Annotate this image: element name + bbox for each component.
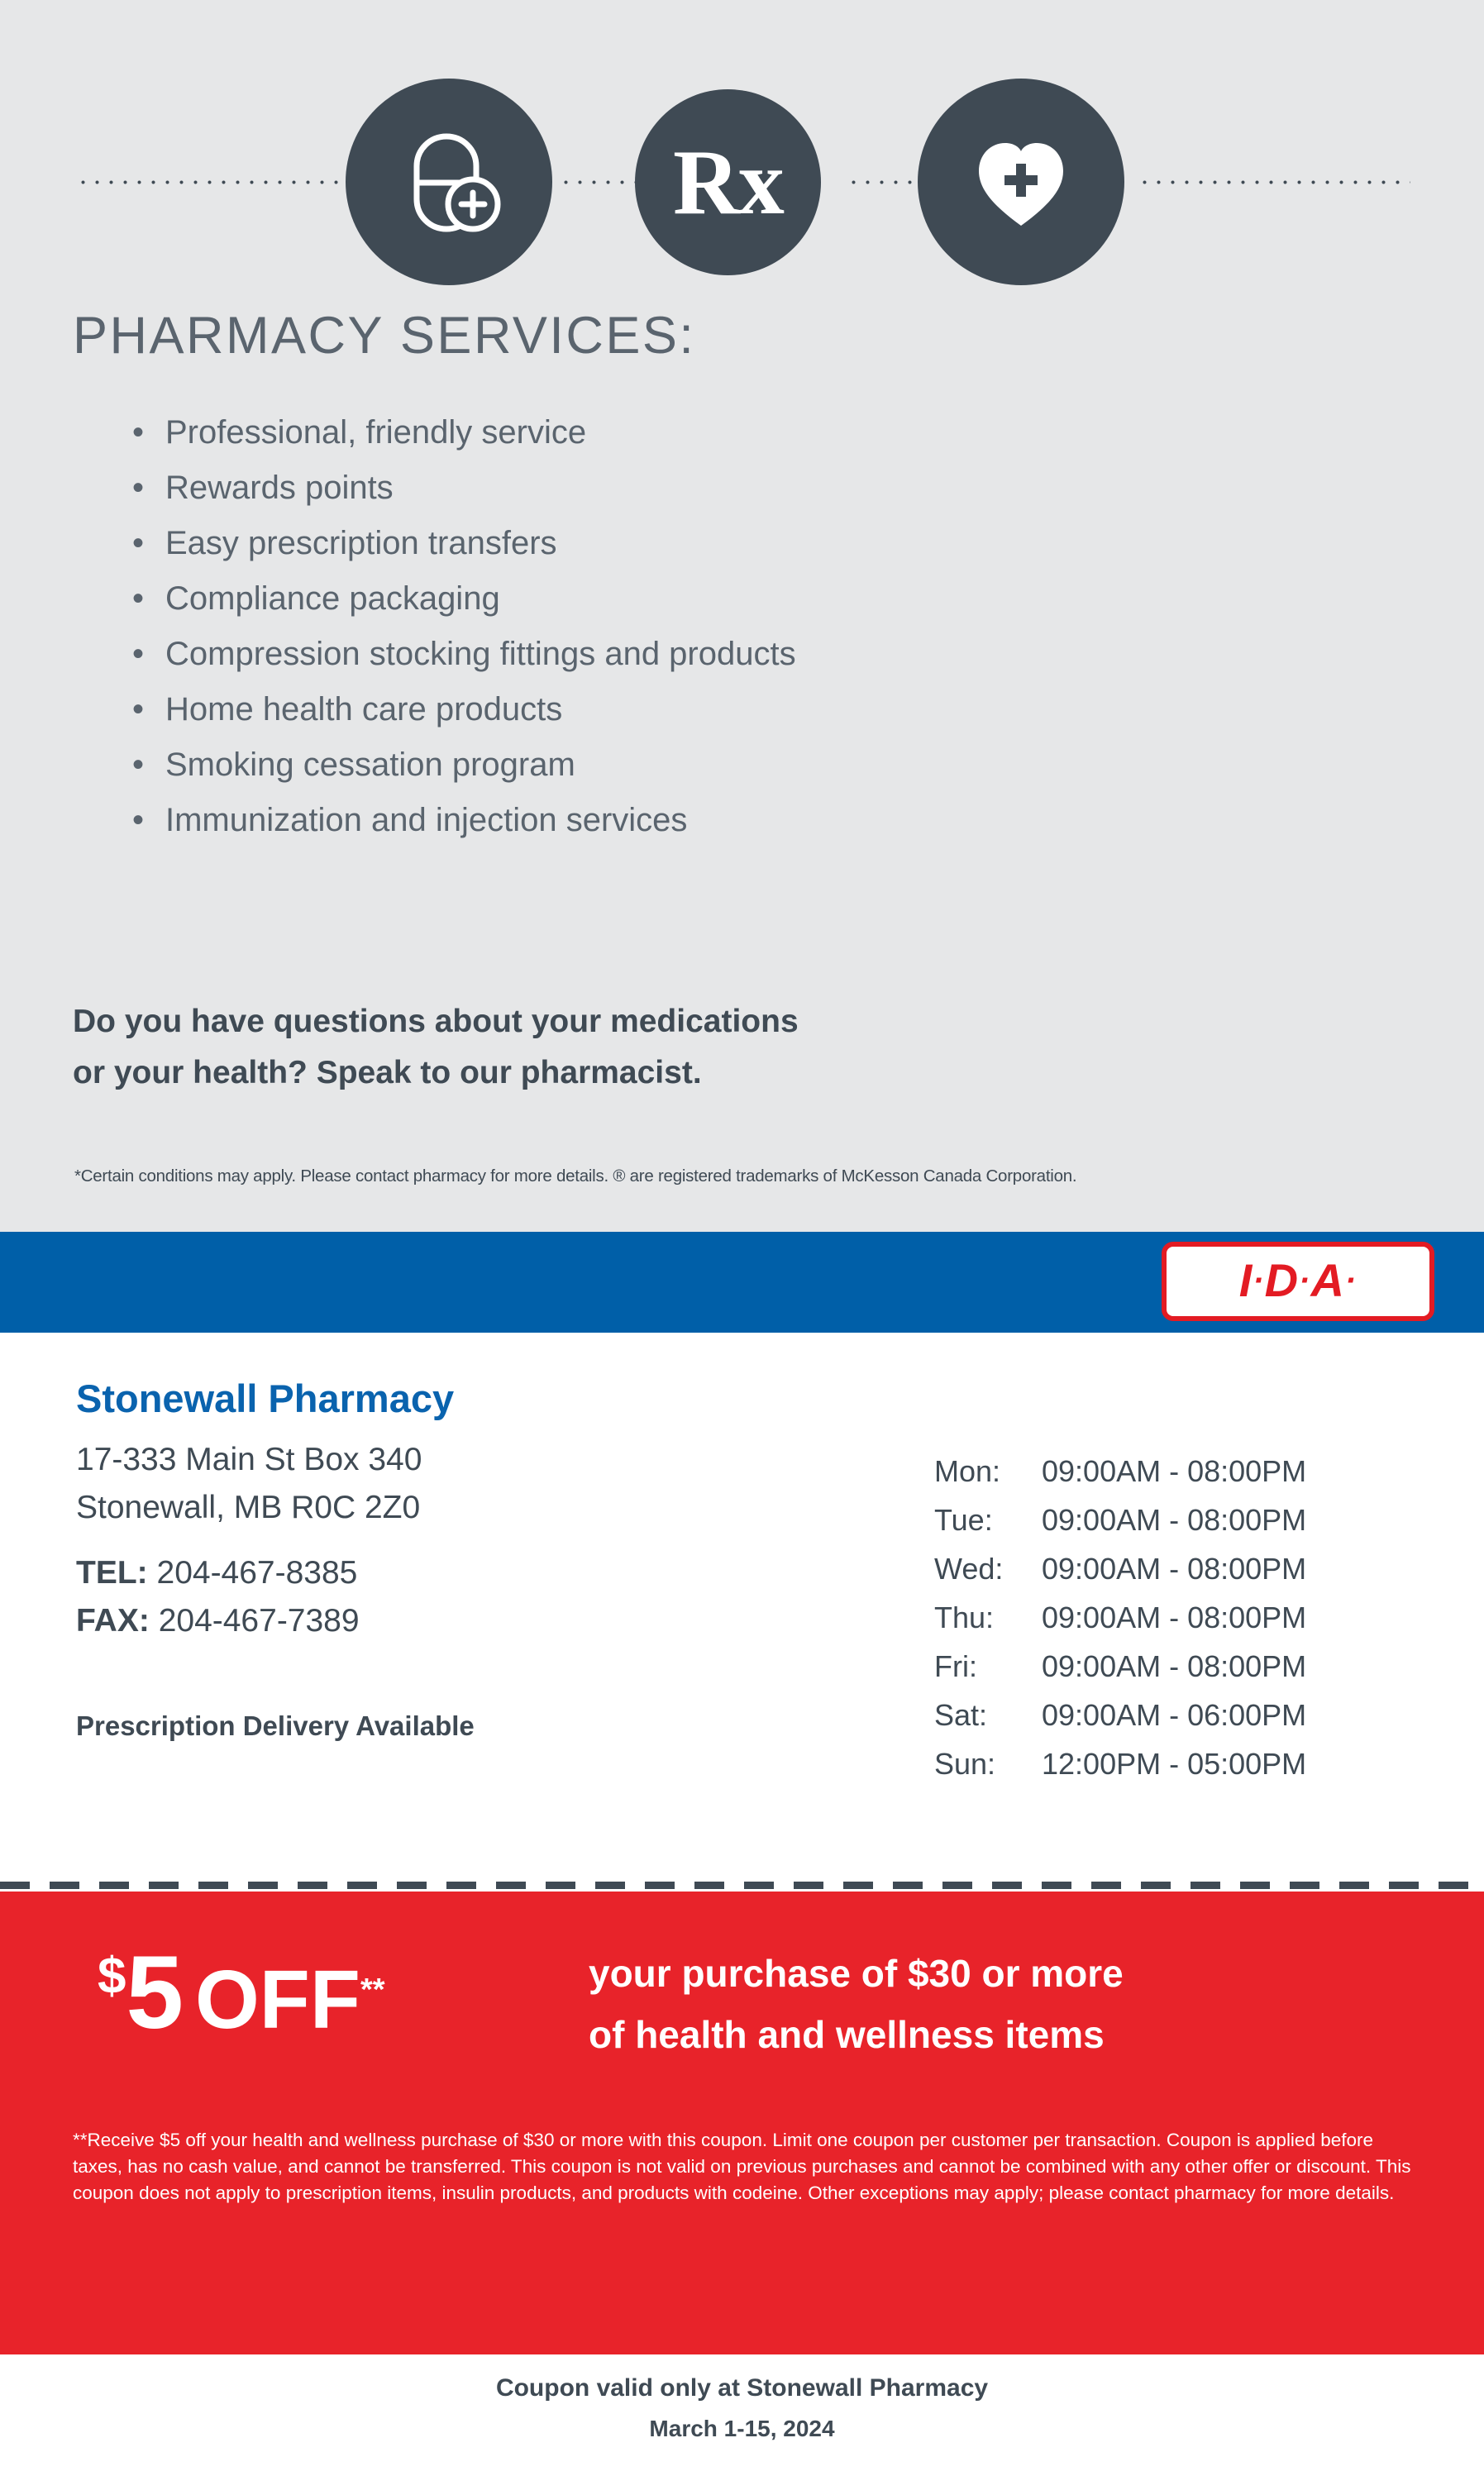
heart-plus-icon — [918, 79, 1124, 285]
list-item: • Compression stocking fittings and products — [124, 627, 1364, 682]
store-name: Stonewall Pharmacy — [76, 1376, 455, 1420]
pharmacy-services-panel — [0, 0, 1484, 1232]
hours-day: Fri: — [934, 1649, 977, 1683]
coupon-desc-line-2: of health and wellness items — [589, 2013, 1105, 2056]
hours-day: Thu: — [934, 1601, 995, 1634]
hours-day: Wed: — [934, 1552, 1004, 1586]
services-list — [124, 405, 1364, 848]
question-line-2: or your health? Speak to our pharmacist. — [73, 1055, 702, 1090]
list-item: • Rewards points — [124, 460, 1364, 516]
tel-number: 204-467-8385 — [156, 1555, 358, 1591]
hours-row — [934, 1593, 1306, 1642]
hours-time: 09:00AM - 08:00PM — [1042, 1503, 1307, 1537]
hours-time: 09:00AM - 08:00PM — [1042, 1454, 1307, 1488]
legal-disclaimer: *Certain conditions may apply. Please contact pharmacy for more details. ® are registered trademarks of McKesson Canada Corporation. — [74, 1166, 1077, 1186]
hours-time: 09:00AM - 06:00PM — [1042, 1698, 1307, 1732]
store-hours — [934, 1447, 1306, 1788]
coupon-dollar-sign: $ — [98, 1948, 126, 2005]
delivery-note: Prescription Delivery Available — [76, 1710, 475, 1741]
telephone-row — [76, 1549, 360, 1597]
hours-day: Mon: — [934, 1454, 1001, 1488]
page-title: PHARMACY SERVICES: — [73, 307, 696, 365]
hours-day: Tue: — [934, 1503, 993, 1537]
coupon-validity: Coupon valid only at Stonewall Pharmacy — [495, 2374, 989, 2402]
coupon-cut-line — [0, 1878, 1484, 1892]
list-item: • Easy prescription transfers — [124, 516, 1364, 571]
hours-row — [934, 1739, 1306, 1788]
list-item: • Immunization and injection services — [124, 793, 1364, 848]
dotted-line-mid-2 — [847, 180, 923, 184]
rx-icon — [635, 89, 821, 275]
pills-plus-icon — [346, 79, 552, 285]
rx-label: Rx — [673, 131, 783, 234]
coupon-dates: March 1-15, 2024 — [649, 2416, 835, 2441]
icon-header-row — [0, 41, 1484, 240]
fax-row — [76, 1597, 360, 1645]
dotted-line-right — [1138, 180, 1410, 184]
dashed-divider — [0, 1882, 1484, 1889]
coupon-footer — [0, 2354, 1484, 2475]
coupon-off-label: OFF — [195, 1954, 360, 2046]
coupon-fine-print: **Receive $5 off your health and wellness purchase of $30 or more with this coupon. Limit one coupon per customer per transaction. Coupon is applied before taxes, has no cash value, and cannot be transferred. This coupon is not valid on previous purchases and cannot be combined with any other offer or discount. This coupon does not apply to prescription items, insulin products, and products with codeine. Other exceptions may apply; please contact pharmacy for more details. — [73, 2130, 1411, 2203]
store-address — [76, 1436, 422, 1532]
address-line-2: Stonewall, MB R0C 2Z0 — [76, 1490, 421, 1525]
hours-row — [934, 1544, 1306, 1593]
fax-label: FAX: — [76, 1603, 150, 1639]
list-item: • Home health care products — [124, 682, 1364, 737]
brand-band — [0, 1232, 1484, 1333]
hours-time: 09:00AM - 08:00PM — [1042, 1552, 1307, 1586]
coupon-value: 5 — [126, 1935, 183, 2050]
coupon-asterisks: ** — [360, 1973, 385, 2007]
hours-row — [934, 1496, 1306, 1544]
coupon-description — [589, 1943, 1124, 2065]
coupon-section — [0, 1892, 1484, 2354]
fax-number: 204-467-7389 — [158, 1603, 360, 1639]
pharmacist-question — [73, 996, 1230, 1099]
ida-logo-text: I·D·A· — [1238, 1253, 1358, 1306]
tel-label: TEL: — [76, 1555, 148, 1591]
ida-logo — [1162, 1242, 1434, 1321]
hours-row — [934, 1642, 1306, 1691]
question-line-1: Do you have questions about your medications — [73, 1004, 799, 1039]
hours-day: Sat: — [934, 1698, 988, 1732]
coupon-desc-line-1: your purchase of $30 or more — [589, 1952, 1124, 1995]
store-contact — [76, 1549, 360, 1645]
dotted-line-left — [76, 180, 349, 184]
hours-day: Sun: — [934, 1747, 996, 1781]
store-info-section — [0, 1333, 1484, 1878]
list-item: • Professional, friendly service — [124, 405, 1364, 460]
hours-time: 09:00AM - 08:00PM — [1042, 1649, 1307, 1683]
hours-time: 12:00PM - 05:00PM — [1042, 1747, 1307, 1781]
hours-time: 09:00AM - 08:00PM — [1042, 1601, 1307, 1634]
hours-row — [934, 1447, 1306, 1496]
list-item: • Smoking cessation program — [124, 737, 1364, 793]
dotted-line-mid-1 — [559, 180, 635, 184]
list-item: • Compliance packaging — [124, 571, 1364, 627]
coupon-amount — [98, 1935, 385, 2050]
hours-row — [934, 1691, 1306, 1739]
address-line-1: 17-333 Main St Box 340 — [76, 1442, 422, 1477]
